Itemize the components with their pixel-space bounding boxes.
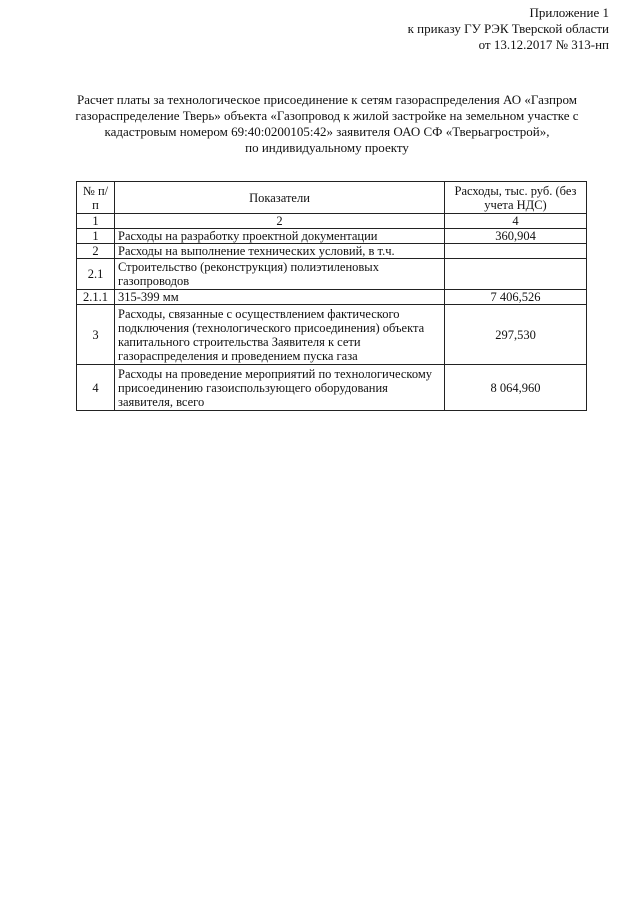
- table-header-row: [77, 182, 587, 214]
- row-value: [445, 244, 587, 259]
- row-name: Расходы на проведение мероприятий по технологическому присоединению газоиспользующего оборудования заявителя, всего: [115, 365, 445, 411]
- row-num: 4: [77, 365, 115, 411]
- table-index-row: [77, 214, 587, 229]
- row-num: 2.1.1: [77, 290, 115, 305]
- row-name: Расходы на выполнение технических условий, в т.ч.: [115, 244, 445, 259]
- table-row: [77, 365, 587, 411]
- row-value: [445, 259, 587, 290]
- row-value: 297,530: [445, 305, 587, 365]
- document-title: [70, 92, 584, 156]
- appendix-order-date: от 13.12.2017 № 313-нп: [478, 37, 609, 52]
- table-row: [77, 305, 587, 365]
- cost-table: [76, 181, 587, 411]
- table-row: [77, 229, 587, 244]
- header-value: Расходы, тыс. руб. (без учета НДС): [445, 182, 587, 214]
- title-line-2: газораспределение Тверь» объекта «Газопровод к жилой застройке на земельном участке с: [75, 108, 579, 123]
- row-name: 315-399 мм: [115, 290, 445, 305]
- header-num: № п/п: [77, 182, 115, 214]
- title-line-4: по индивидуальному проекту: [245, 140, 409, 155]
- title-line-1: Расчет платы за технологическое присоединение к сетям газораспределения АО «Газпром: [77, 92, 577, 107]
- table-row: [77, 244, 587, 259]
- row-num: 1: [77, 229, 115, 244]
- row-name: Расходы, связанные с осуществлением фактического подключения (технологического присоединения) объекта капитального строительства Заявителя к сети газораспределения и проведением пуска газа: [115, 305, 445, 365]
- table-row: [77, 259, 587, 290]
- index-name: 2: [115, 214, 445, 229]
- row-value: 360,904: [445, 229, 587, 244]
- row-name: Расходы на разработку проектной документации: [115, 229, 445, 244]
- table-row: [77, 290, 587, 305]
- row-num: 3: [77, 305, 115, 365]
- appendix-order-ref: к приказу ГУ РЭК Тверской области: [407, 21, 609, 36]
- row-name: Строительство (реконструкция) полиэтиленовых газопроводов: [115, 259, 445, 290]
- index-num: 1: [77, 214, 115, 229]
- appendix-reference: [408, 5, 609, 53]
- row-num: 2.1: [77, 259, 115, 290]
- appendix-number: Приложение 1: [529, 5, 609, 20]
- title-line-3: кадастровым номером 69:40:0200105:42» заявителя ОАО СФ «Тверьагрострой»,: [104, 124, 550, 139]
- row-value: 8 064,960: [445, 365, 587, 411]
- row-num: 2: [77, 244, 115, 259]
- row-value: 7 406,526: [445, 290, 587, 305]
- index-value: 4: [445, 214, 587, 229]
- header-name: Показатели: [115, 182, 445, 214]
